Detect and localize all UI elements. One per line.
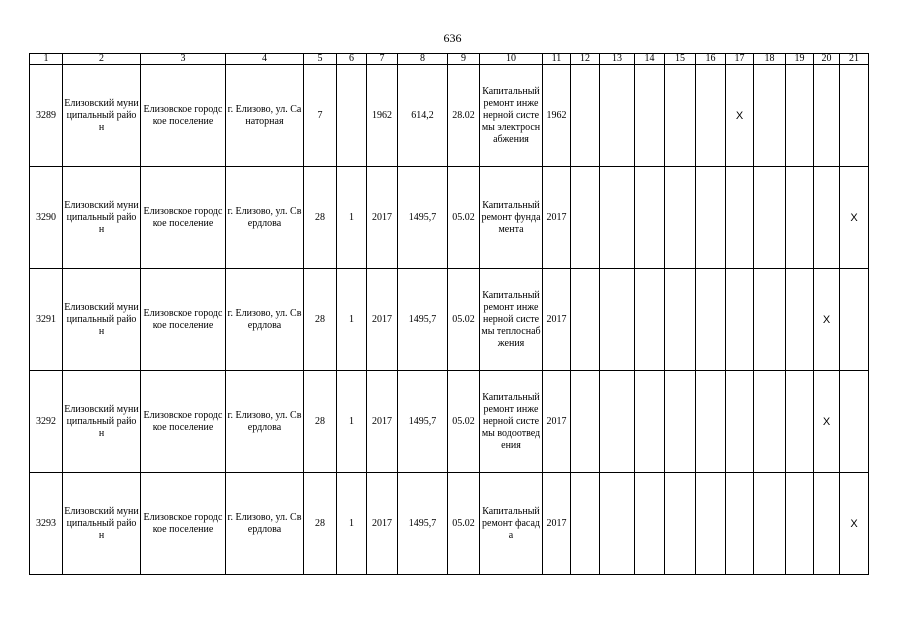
table-row (30, 269, 869, 371)
period-cell (726, 473, 754, 575)
period-cell (696, 167, 726, 269)
column-number: 2 (63, 54, 141, 65)
period-cell (600, 371, 635, 473)
house-number-cell: 28 (304, 167, 337, 269)
column-number: 8 (398, 54, 448, 65)
address-cell: г. Елизово, ул. Санаторная (226, 65, 304, 167)
period-cell (696, 473, 726, 575)
row-number: 3289 (30, 65, 63, 167)
period-cell (754, 65, 786, 167)
settlement-cell: Елизовское городское поселение (141, 65, 226, 167)
rate-cell: 05.02 (448, 167, 480, 269)
period-cell (635, 269, 665, 371)
table-row (30, 371, 869, 473)
period-cell (754, 371, 786, 473)
column-number: 9 (448, 54, 480, 65)
rate-cell: 05.02 (448, 269, 480, 371)
year-built-cell: 2017 (367, 167, 398, 269)
period-cell (635, 167, 665, 269)
column-number: 13 (600, 54, 635, 65)
column-number: 16 (696, 54, 726, 65)
district-cell: Елизовский муниципальный район (63, 473, 141, 575)
period-cell (571, 371, 600, 473)
column-number: 17 (726, 54, 754, 65)
year-cell: 1962 (543, 65, 571, 167)
column-number: 6 (337, 54, 367, 65)
building-cell: 1 (337, 371, 367, 473)
year-built-cell: 1962 (367, 65, 398, 167)
period-cell (696, 371, 726, 473)
page-number: 636 (443, 31, 462, 45)
row-number: 3293 (30, 473, 63, 575)
period-cell: Х (814, 269, 840, 371)
column-number: 4 (226, 54, 304, 65)
column-number: 12 (571, 54, 600, 65)
year-cell: 2017 (543, 167, 571, 269)
period-cell (814, 65, 840, 167)
period-cell (786, 65, 814, 167)
year-cell: 2017 (543, 371, 571, 473)
address-cell: г. Елизово, ул. Свердлова (226, 473, 304, 575)
settlement-cell: Елизовское городское поселение (141, 167, 226, 269)
period-cell (754, 269, 786, 371)
row-number: 3292 (30, 371, 63, 473)
column-number: 10 (480, 54, 543, 65)
period-cell (571, 473, 600, 575)
address-cell: г. Елизово, ул. Свердлова (226, 269, 304, 371)
period-cell (726, 269, 754, 371)
column-number: 15 (665, 54, 696, 65)
rate-cell: 05.02 (448, 473, 480, 575)
area-cell: 614,2 (398, 65, 448, 167)
row-number: 3291 (30, 269, 63, 371)
house-number-cell: 28 (304, 473, 337, 575)
column-number: 14 (635, 54, 665, 65)
building-cell (337, 65, 367, 167)
year-built-cell: 2017 (367, 269, 398, 371)
year-built-cell: 2017 (367, 473, 398, 575)
district-cell: Елизовский муниципальный район (63, 371, 141, 473)
area-cell: 1495,7 (398, 371, 448, 473)
period-cell (665, 269, 696, 371)
period-cell (571, 167, 600, 269)
rate-cell: 05.02 (448, 371, 480, 473)
column-number-row (30, 54, 869, 65)
period-cell (600, 65, 635, 167)
period-cell (635, 371, 665, 473)
house-number-cell: 7 (304, 65, 337, 167)
period-cell (786, 371, 814, 473)
row-number: 3290 (30, 167, 63, 269)
register-table (29, 53, 869, 575)
table-row (30, 65, 869, 167)
column-number: 18 (754, 54, 786, 65)
year-cell: 2017 (543, 269, 571, 371)
building-cell: 1 (337, 167, 367, 269)
column-number: 7 (367, 54, 398, 65)
address-cell: г. Елизово, ул. Свердлова (226, 167, 304, 269)
building-cell: 1 (337, 473, 367, 575)
work-type-cell: Капитальный ремонт инженерной системы водоотведения (480, 371, 543, 473)
area-cell: 1495,7 (398, 269, 448, 371)
period-cell (814, 167, 840, 269)
column-number: 5 (304, 54, 337, 65)
year-cell: 2017 (543, 473, 571, 575)
period-cell (571, 269, 600, 371)
period-cell (754, 473, 786, 575)
period-cell (600, 473, 635, 575)
period-cell (665, 371, 696, 473)
period-cell (665, 473, 696, 575)
district-cell: Елизовский муниципальный район (63, 167, 141, 269)
table-row (30, 473, 869, 575)
work-type-cell: Капитальный ремонт инженерной системы теплоснабжения (480, 269, 543, 371)
address-cell: г. Елизово, ул. Свердлова (226, 371, 304, 473)
column-number: 19 (786, 54, 814, 65)
column-number: 11 (543, 54, 571, 65)
period-cell (786, 269, 814, 371)
column-number: 3 (141, 54, 226, 65)
house-number-cell: 28 (304, 371, 337, 473)
period-cell (726, 371, 754, 473)
period-cell: Х (840, 473, 869, 575)
period-cell (696, 269, 726, 371)
period-cell (635, 473, 665, 575)
period-cell (665, 65, 696, 167)
district-cell: Елизовский муниципальный район (63, 65, 141, 167)
period-cell (786, 167, 814, 269)
period-cell: Х (840, 167, 869, 269)
settlement-cell: Елизовское городское поселение (141, 269, 226, 371)
period-cell: Х (726, 65, 754, 167)
period-cell (840, 371, 869, 473)
table-row (30, 167, 869, 269)
period-cell (600, 167, 635, 269)
period-cell (840, 65, 869, 167)
rate-cell: 28.02 (448, 65, 480, 167)
house-number-cell: 28 (304, 269, 337, 371)
district-cell: Елизовский муниципальный район (63, 269, 141, 371)
settlement-cell: Елизовское городское поселение (141, 371, 226, 473)
period-cell (696, 65, 726, 167)
settlement-cell: Елизовское городское поселение (141, 473, 226, 575)
year-built-cell: 2017 (367, 371, 398, 473)
period-cell (600, 269, 635, 371)
period-cell (754, 167, 786, 269)
work-type-cell: Капитальный ремонт инженерной системы электроснабжения (480, 65, 543, 167)
area-cell: 1495,7 (398, 473, 448, 575)
area-cell: 1495,7 (398, 167, 448, 269)
period-cell (814, 473, 840, 575)
period-cell (840, 269, 869, 371)
period-cell: Х (814, 371, 840, 473)
building-cell: 1 (337, 269, 367, 371)
period-cell (571, 65, 600, 167)
period-cell (665, 167, 696, 269)
work-type-cell: Капитальный ремонт фундамента (480, 167, 543, 269)
work-type-cell: Капитальный ремонт фасада (480, 473, 543, 575)
column-number: 20 (814, 54, 840, 65)
period-cell (786, 473, 814, 575)
column-number: 1 (30, 54, 63, 65)
column-number: 21 (840, 54, 869, 65)
period-cell (635, 65, 665, 167)
period-cell (726, 167, 754, 269)
